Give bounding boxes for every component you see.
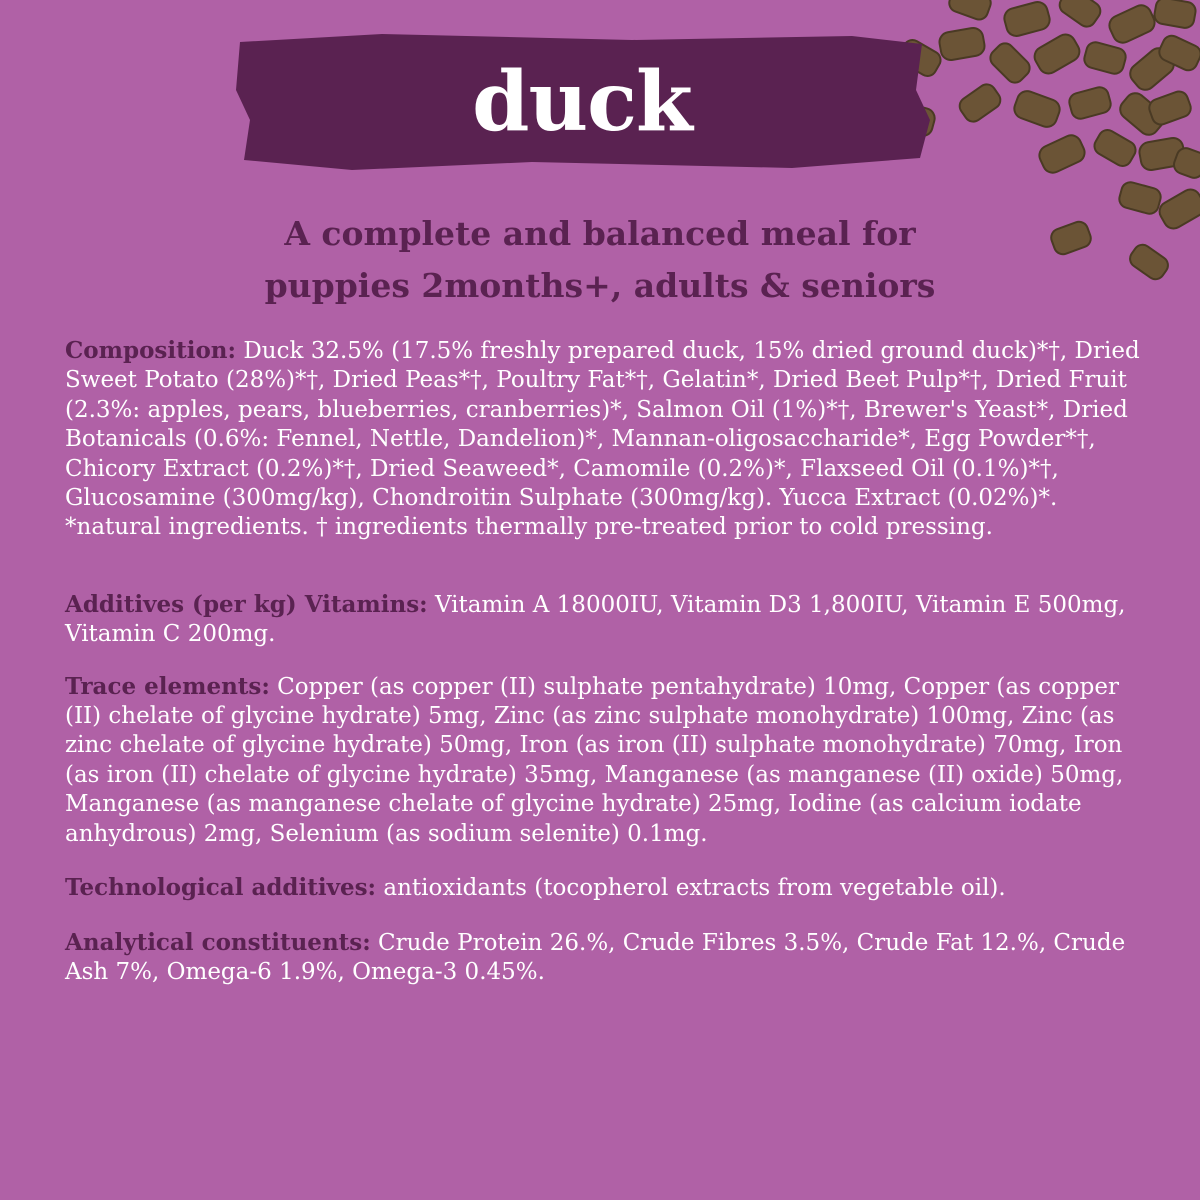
composition-footnote: *natural ingredients. † ingredients thermally pre-treated prior to cold pressing.	[65, 514, 993, 541]
subtitle-line-2: puppies 2months+, adults & seniors	[264, 266, 936, 305]
trace-elements-paragraph	[65, 672, 1145, 849]
ingredients-content	[65, 336, 1145, 987]
technological-additives-label: Technological additives:	[65, 874, 377, 902]
analytical-constituents-paragraph	[65, 928, 1145, 988]
additives-paragraph	[65, 590, 1145, 650]
composition-paragraph	[65, 336, 1145, 513]
page-title: duck	[472, 54, 692, 150]
analytical-constituents-label: Analytical constituents:	[65, 928, 371, 956]
trace-elements-label: Trace elements:	[65, 672, 270, 700]
title-banner	[232, 30, 932, 174]
analytical-constituents-text: Crude Protein 26.%, Crude Fibres 3.5%, Crude Fat 12.%, Crude Ash 7%, Omega-6 1.9%, Omega-3 0.45%.	[65, 929, 1126, 985]
composition-text: Duck 32.5% (17.5% freshly prepared duck, 15% dried ground duck)*†, Dried Sweet Potato (28%)*†, Dried Peas*†, Poultry Fat*†, Gelatin*, Dried Beet Pulp*†, Dried Fruit (2.3%: apples, pears, blueberries, cranberries)*, Salmon Oil (1%)*†, Brewer's Yeast*, Dried Botanicals (0.6%: Fennel, Nettle, Dandelion)*, Mannan-oligosaccharide*, Egg Powder*†, Chicory Extract (0.2%)*†, Dried Seaweed*, Camomile (0.2%)*, Flaxseed Oil (0.1%)*†, Glucosamine (300mg/kg), Chondroitin Sulphate (300mg/kg). Yucca Extract (0.02%)*.	[65, 338, 1140, 512]
subtitle	[150, 208, 1050, 312]
subtitle-line-1: A complete and balanced meal for	[284, 214, 916, 253]
trace-elements-text: Copper (as copper (II) sulphate pentahydrate) 10mg, Copper (as copper (II) chelate of glycine hydrate) 5mg, Zinc (as zinc sulphate monohydrate) 100mg, Zinc (as zinc chelate of glycine hydrate) 50mg, Iron (as iron (II) sulphate monohydrate) 70mg, Iron (as iron (II) chelate of glycine hydrate) 35mg, Manganese (as manganese (II) oxide) 50mg, Manganese (as manganese chelate of glycine hydrate) 25mg, Iodine (as calcium iodate anhydrous) 2mg, Selenium (as sodium selenite) 0.1mg.	[65, 673, 1124, 847]
additives-text: Vitamin A 18000IU, Vitamin D3 1,800IU, Vitamin E 500mg, Vitamin C 200mg.	[65, 591, 1126, 648]
additives-label: Additives (per kg) Vitamins:	[65, 590, 428, 618]
technological-additives-text: antioxidants (tocopherol extracts from vegetable oil).	[376, 875, 1006, 902]
composition-label: Composition:	[65, 337, 237, 364]
technological-additives-paragraph	[65, 873, 1145, 903]
